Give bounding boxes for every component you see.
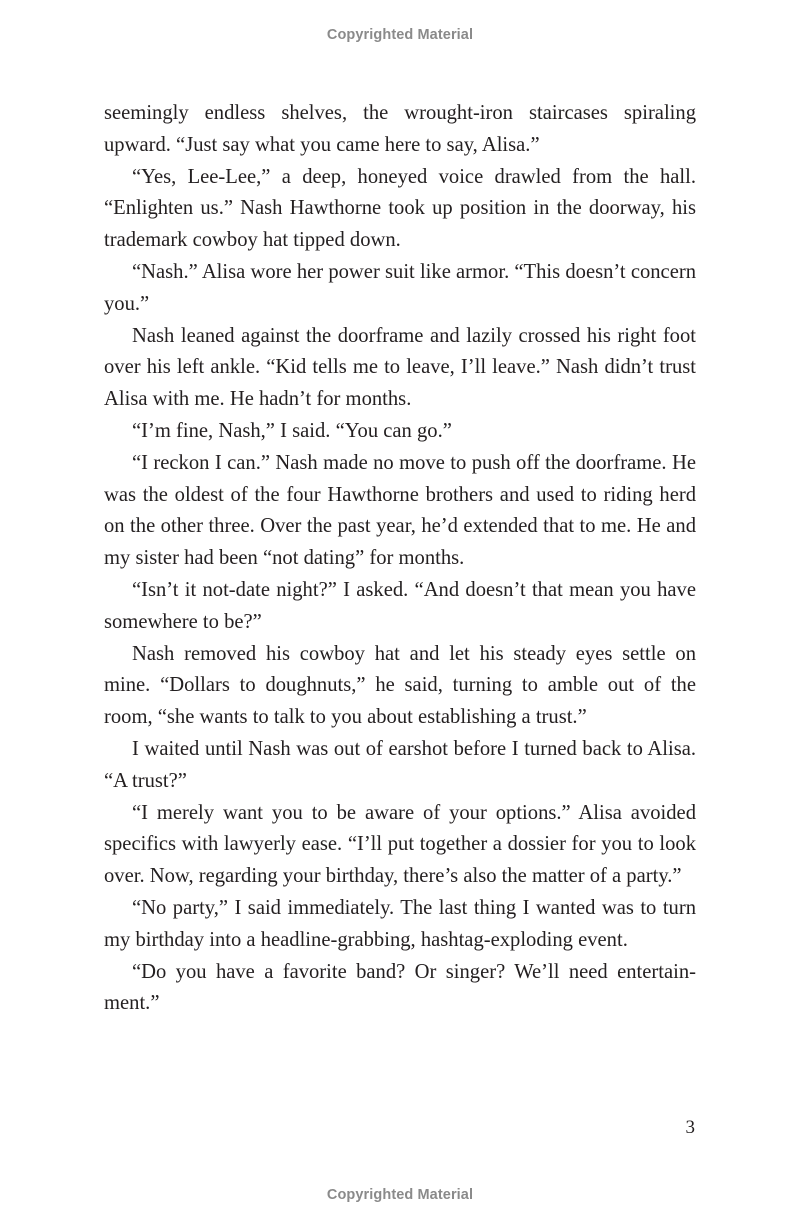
paragraph: “I’m fine, Nash,” I said. “You can go.” <box>132 419 452 442</box>
page-body-text <box>104 98 696 1020</box>
copyright-watermark-bottom: Copyrighted Material <box>326 1187 474 1203</box>
copyright-watermark-top: Copyrighted Material <box>326 27 474 43</box>
paragraph: “I reckon I can.” Nash made no move to push off the doorframe. He was the oldest of the four Hawthorne brothers and used to riding herd on the other three. Over the past year, he’d extended that to me. He and my sister had been “not dating” for months. <box>104 451 696 570</box>
paragraph: “I merely want you to be aware of your options.” Alisa avoided specifics with lawyerly ease. “I’ll put together a dossier for you to look over. Now, regarding your birthday, there’s also the matter of a party.” <box>104 801 696 888</box>
paragraph: “Isn’t it not-date night?” I asked. “And doesn’t that mean you have somewhere to be?” <box>104 578 696 633</box>
paragraph: “No party,” I said immediately. The last thing I wanted was to turn my birthday into a headline-grabbing, hashtag-exploding event. <box>104 896 696 951</box>
paragraph: seemingly endless shelves, the wrought-iron staircases spiraling upward. “Just say what you came here to say, Alisa.” <box>104 102 696 156</box>
page-number: 3 <box>685 1117 695 1138</box>
paragraph: “Do you have a favorite band? Or singer? We’ll need entertainment.” <box>104 960 696 1015</box>
paragraph: I waited until Nash was out of earshot before I turned back to Alisa. “A trust?” <box>104 737 696 792</box>
paragraph: “Nash.” Alisa wore her power suit like armor. “This doesn’t concern you.” <box>104 260 696 315</box>
paragraph: “Yes, Lee-Lee,” a deep, honeyed voice drawled from the hall. “Enlighten us.” Nash Hawthorne took up position in the doorway, his trademark cowboy hat tipped down. <box>104 165 696 252</box>
paragraph: Nash removed his cowboy hat and let his steady eyes settle on mine. “Dollars to doughnuts,” he said, turning to amble out of the room, “she wants to talk to you about establishing a trust.” <box>104 642 696 729</box>
paragraph: Nash leaned against the doorframe and lazily crossed his right foot over his left ankle. “Kid tells me to leave, I’ll leave.” Nash didn’t trust Alisa with me. He hadn’t for months. <box>104 324 696 411</box>
